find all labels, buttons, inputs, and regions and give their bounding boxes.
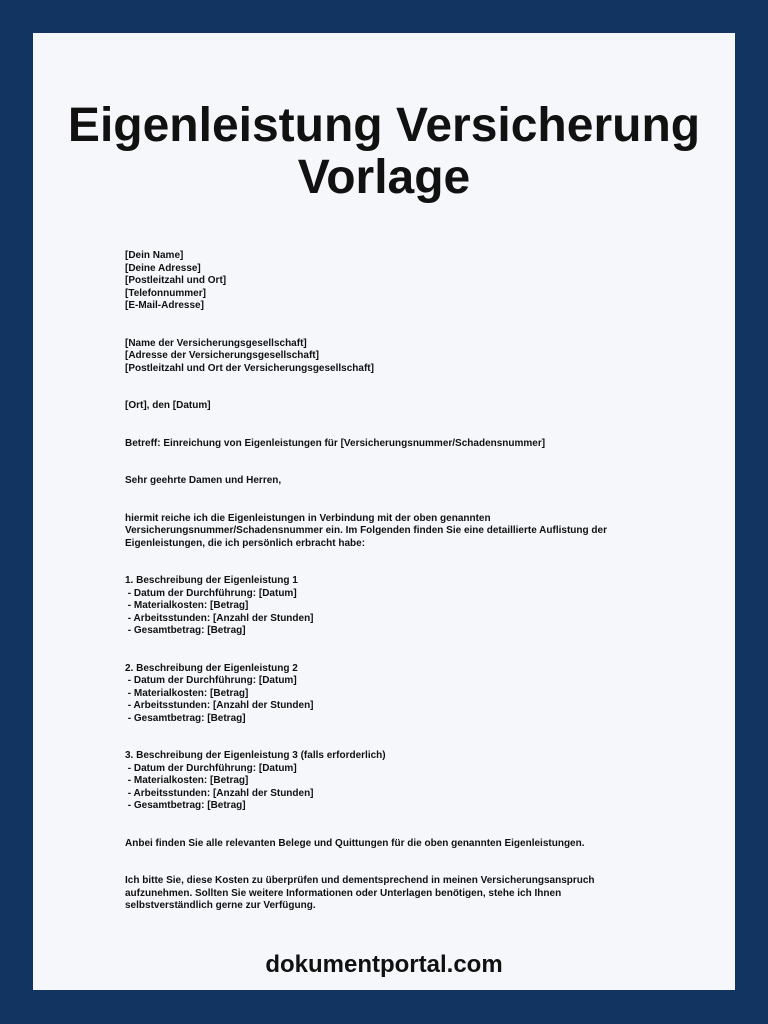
item-material-costs: - Materialkosten: [Betrag] <box>125 600 249 611</box>
item-heading: 3. Beschreibung der Eigenleistung 3 (falls erforderlich) <box>125 750 386 761</box>
item-heading: 1. Beschreibung der Eigenleistung 1 <box>125 575 298 586</box>
recipient-block <box>125 338 645 376</box>
intro-paragraph: hiermit reiche ich die Eigenleistungen in Verbindung mit der oben genannten Versicherungsnummer/Schadensnummer ein. Im Folgenden finden Sie eine detaillierte Auflistung der Eigenleistungen, die ich persönlich erbracht habe: <box>125 512 607 549</box>
item-total: - Gesamtbetrag: [Betrag] <box>125 625 246 636</box>
item-total: - Gesamtbetrag: [Betrag] <box>125 712 246 724</box>
item-work-hours: - Arbeitsstunden: [Anzahl der Stunden] <box>125 700 314 711</box>
list-item <box>125 663 645 726</box>
sender-postcode-city: [Postleitzahl und Ort] <box>125 275 227 286</box>
footer-site-name: dokumentportal.com <box>265 951 503 978</box>
subject-line: Betreff: Einreichung von Eigenleistungen für [Versicherungsnummer/Schadensnummer] <box>125 437 546 449</box>
sender-address: [Deine Adresse] <box>125 262 201 274</box>
sender-phone: [Telefonnummer] <box>125 287 206 299</box>
attachments-note: Anbei finden Sie alle relevanten Belege und Quittungen für die oben genannten Eigenleistungen. <box>125 837 585 849</box>
item-heading: 2. Beschreibung der Eigenleistung 2 <box>125 662 298 674</box>
letter-body <box>125 250 645 913</box>
item-work-hours: - Arbeitsstunden: [Anzahl der Stunden] <box>125 787 314 799</box>
list-item <box>125 575 645 638</box>
recipient-postcode-city: [Postleitzahl und Ort der Versicherungsgesellschaft] <box>125 362 374 374</box>
item-material-costs: - Materialkosten: [Betrag] <box>125 775 249 786</box>
closing-paragraph: Ich bitte Sie, diese Kosten zu überprüfen und dementsprechend in meinen Versicherungsanspruch aufzunehmen. Sollten Sie weitere Informationen oder Unterlagen benötigen, stehe ich Ihnen selbstverständlich gerne zur Verfügung. <box>125 875 595 911</box>
item-date: - Datum der Durchführung: [Datum] <box>125 762 297 774</box>
place-date: [Ort], den [Datum] <box>125 400 211 411</box>
recipient-name: [Name der Versicherungsgesellschaft] <box>125 337 307 349</box>
sender-name: [Dein Name] <box>125 250 184 261</box>
item-total: - Gesamtbetrag: [Betrag] <box>125 800 246 811</box>
list-item <box>125 750 645 813</box>
sender-email: [E-Mail-Adresse] <box>125 300 204 311</box>
item-material-costs: - Materialkosten: [Betrag] <box>125 687 249 699</box>
item-work-hours: - Arbeitsstunden: [Anzahl der Stunden] <box>125 612 314 624</box>
sender-block <box>125 250 645 313</box>
page-title: Eigenleistung Versicherung Vorlage <box>67 99 701 204</box>
salutation: Sehr geehrte Damen und Herren, <box>125 475 282 486</box>
item-date: - Datum der Durchführung: [Datum] <box>125 587 297 599</box>
item-date: - Datum der Durchführung: [Datum] <box>125 675 297 686</box>
recipient-address: [Adresse der Versicherungsgesellschaft] <box>125 350 319 361</box>
